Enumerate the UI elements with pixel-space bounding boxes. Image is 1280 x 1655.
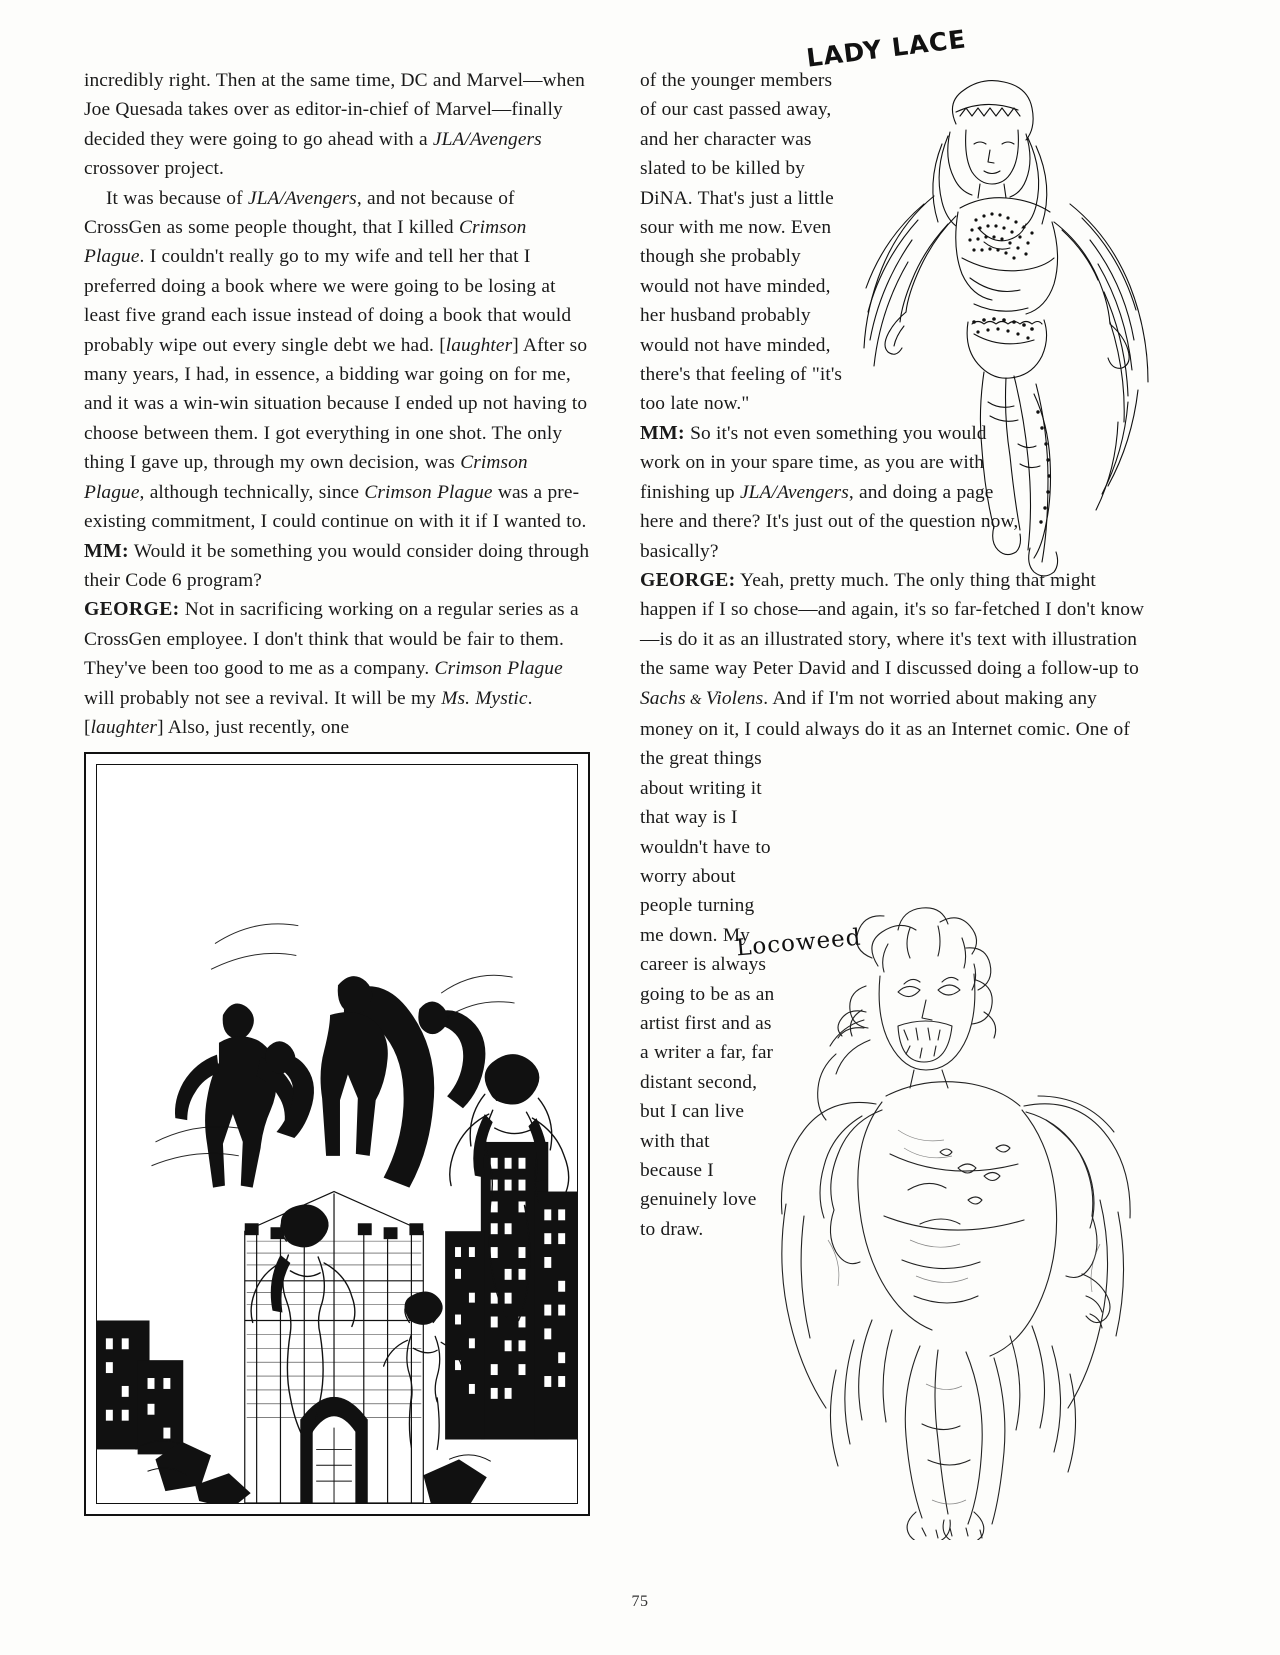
stage-direction-laughter: laughter xyxy=(445,334,513,356)
handwritten-caption-lady-lace: LADY LACE xyxy=(804,24,968,73)
comic-panel-inner-border xyxy=(96,764,578,1504)
text-run: Not in sacrificing working on a regular series as a CrossGen employee. I don't think that would be fair to them. They've been too good to me as a company. xyxy=(84,599,579,680)
title-jla-avengers: JLA/Avengers xyxy=(247,187,357,209)
text-run: , and doing a page here and there? It's just out of the question now, basically? xyxy=(640,481,1019,562)
title-violens: Violens xyxy=(705,687,764,709)
paragraph-continuation xyxy=(84,66,592,184)
page-number: 75 xyxy=(631,1593,649,1610)
paragraph-continuation-right xyxy=(640,66,845,419)
left-text-column xyxy=(84,66,592,742)
title-crimson-plague: Crimson Plague xyxy=(364,481,493,503)
text-run: incredibly right. Then at the same time, DC and Marvel—when Joe Quesada takes over as editor-in-chief of Marvel—finally decided they were going to go ahead with a xyxy=(84,70,585,150)
text-run: So it's not even something you would work on in your spare time, as you are with finishing up xyxy=(640,422,987,503)
text-run: , and not because of CrossGen as some people thought, that I killed xyxy=(84,187,515,239)
comic-panel-illustration xyxy=(84,752,590,1516)
text-run: the great things about writing it that way is I wouldn't have to worry about people turning me down. My career is always going to be as an artist first and as a writer a far, far distant second, but I can live with that because I genuinely love to draw. xyxy=(640,748,775,1240)
title-jla-avengers: JLA/Avengers xyxy=(739,481,849,503)
paragraph-jla-avengers xyxy=(84,184,592,537)
text-run: . I couldn't really go to my wife and tell her that I preferred doing a book where we were going to be losing at least five grand each issue instead of doing a book that would probably wipe out every single debt we had. [ xyxy=(84,246,572,356)
title-sachs: Sachs xyxy=(640,687,686,709)
paragraph-continuation-right-lower xyxy=(640,744,776,1244)
text-run: . [ xyxy=(84,687,533,738)
title-crimson-plague: Crimson Plague xyxy=(84,452,528,503)
text-run: Yeah, pretty much. The only thing that might happen if I so chose—and again, it's so far-fetched I don't know—is do it as an illustrated story, where it's text with illustration the same way Peter David and I discussed doing a follow-up to xyxy=(640,569,1145,680)
text-run: . And if I'm not worried about making any money on it, I could always do it as an Internet comic. One of xyxy=(640,687,1130,740)
text-run: crossover project. xyxy=(84,158,224,180)
title-ms-mystic: Ms. Mystic xyxy=(441,687,528,709)
text-run: ] After so many years, I had, in essence, a bidding war going on for me, and it was a win-win situation because I ended up not having to choose between them. I got everything in one shot. The only thing I gave up, through my own decision, was xyxy=(84,334,588,474)
text-run: , although technically, since xyxy=(139,481,365,503)
text-run: will probably not see a revival. It will be my xyxy=(84,687,442,709)
paragraph-mm-question xyxy=(84,537,592,596)
handwritten-caption-locoweed: Locoweed xyxy=(735,924,863,962)
speaker-label-george: GEORGE: xyxy=(84,598,180,621)
speaker-label-george: GEORGE: xyxy=(640,568,736,591)
locoweed-illustration xyxy=(770,900,1170,1540)
title-crimson-plague: Crimson Plague xyxy=(434,658,563,680)
stage-direction-laughter: laughter xyxy=(90,716,158,738)
lady-lace-illustration xyxy=(838,72,1168,672)
speaker-label-mm: MM: xyxy=(640,421,685,444)
text-run: was a pre-existing commitment, I could continue on with it if I wanted to. xyxy=(84,481,587,533)
text-run: of the younger members of our cast passed away, and her character was slated to be killed by DiNA. That's just a little sour with me now. Even though she probably would not have minded, her husband probably would not have minded, there's that feeling of "it's too late now." xyxy=(640,70,843,415)
paragraph-george-answer xyxy=(84,595,592,742)
title-crimson-plague: Crimson Plague xyxy=(84,217,527,268)
speaker-label-mm: MM: xyxy=(84,539,129,562)
text-run: ] Also, just recently, one xyxy=(157,716,350,738)
title-jla-avengers: JLA/Avengers xyxy=(432,128,542,150)
ampersand-glyph: & xyxy=(685,691,706,708)
text-run: Would it be something you would consider doing through their Code 6 program? xyxy=(84,540,590,591)
text-run: It was because of xyxy=(106,187,248,209)
